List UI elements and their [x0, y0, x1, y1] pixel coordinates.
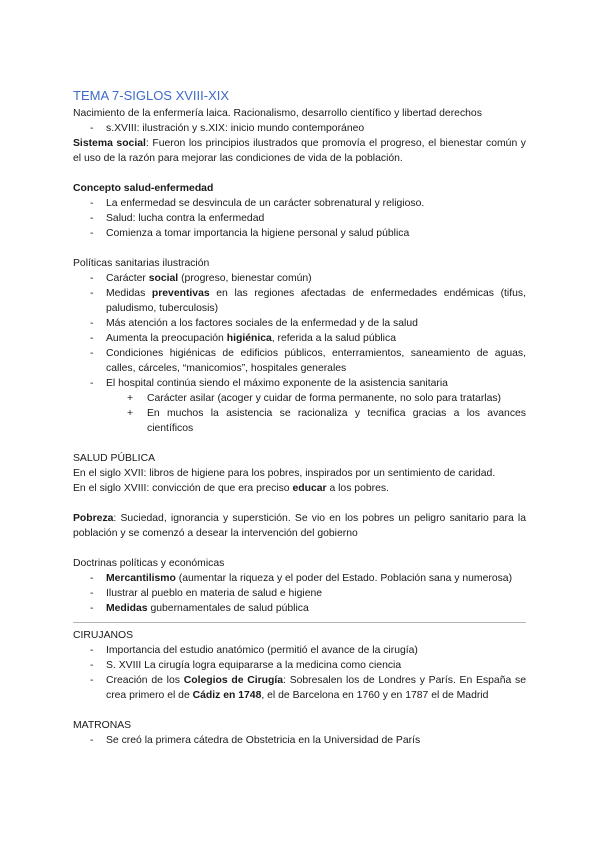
document-page: [73, 87, 526, 748]
list-item: - Se creó la primera cátedra de Obstetricia en la Universidad de París: [73, 733, 526, 748]
hospital-sublist: [73, 391, 526, 436]
salud-publica-line: En el siglo XVII: libros de higiene para los pobres, inspirados por un sentimiento de caridad.: [73, 468, 496, 479]
bold-text: preventivas: [151, 288, 210, 299]
politicas-list: [73, 271, 526, 436]
intro-line: Nacimiento de la enfermería laica. Racionalismo, desarrollo científico y libertad derechos: [73, 108, 482, 119]
politicas-heading: Políticas sanitarias ilustración: [73, 258, 210, 269]
doctrinas-list: [73, 571, 526, 616]
list-item: [73, 271, 526, 286]
concepto-heading-text: Concepto salud-enfermedad: [73, 183, 214, 194]
sistema-social-label: Sistema social: [73, 138, 146, 149]
matronas-list: [73, 733, 526, 748]
list-item: - Salud: lucha contra la enfermedad: [73, 211, 526, 226]
bold-text: Colegios de Cirugía: [183, 675, 284, 686]
list-item: - S. XVIII La cirugía logra equipararse a la medicina como ciencia: [73, 658, 526, 673]
sub-list-item: + En muchos la asistencia se racionaliza y tecnifica gracias a los avances científicos: [73, 406, 526, 436]
concepto-list: [73, 196, 526, 241]
list-item: [73, 331, 526, 346]
bold-text: Medidas: [106, 603, 148, 614]
bold-text: Cádiz en 1748: [192, 690, 262, 701]
list-item: - Ilustrar al pueblo en materia de salud e higiene: [73, 586, 526, 601]
intro-list: [73, 121, 526, 136]
list-item: - Importancia del estudio anatómico (permitió el avance de la cirugía): [73, 643, 526, 658]
list-item: [73, 571, 526, 586]
text: Creación de los: [106, 675, 184, 686]
sub-list-item: + Carácter asilar (acoger y cuidar de forma permanente, no solo para tratarlas): [73, 391, 526, 406]
text: Carácter: [106, 273, 149, 284]
bold-text: Mercantilismo: [106, 573, 176, 584]
bold-text: higiénica: [226, 333, 272, 344]
text: (progreso, bienestar común): [178, 273, 312, 284]
list-item: - Más atención a los factores sociales de la enfermedad y de la salud: [73, 316, 526, 331]
list-item: - Comienza a tomar importancia la higiene personal y salud pública: [73, 226, 526, 241]
list-item: [73, 286, 526, 316]
text: : Sobresalen los de Londres y París. En España se crea primero el de: [106, 675, 526, 701]
pobreza-text: : Suciedad, ignorancia y superstición. Se vio en los pobres un peligro sanitario para la población y se comenzó a desear la intervención del gobierno: [73, 513, 526, 539]
doctrinas-heading: Doctrinas políticas y económicas: [73, 558, 225, 569]
list-item: - La enfermedad se desvincula de un carácter sobrenatural y religioso.: [73, 196, 526, 211]
pobreza-paragraph: [73, 511, 526, 541]
list-item: [73, 673, 526, 703]
text: en las regiones afectadas de enfermedades endémicas (tifus, paludismo, tuberculosis): [106, 288, 526, 314]
text: , referida a la salud pública: [271, 333, 396, 344]
section-divider: [73, 622, 526, 623]
text: El hospital continúa siendo el máximo exponente de la asistencia sanitaria: [106, 378, 448, 389]
list-item: - Condiciones higiénicas de edificios públicos, enterramientos, saneamiento de aguas, calles, cárceles, “manicomios”, hospitales generales: [73, 346, 526, 376]
text: , el de Barcelona en 1760 y en 1787 el de Madrid: [261, 690, 489, 701]
text: (aumentar la riqueza y el poder del Estado. Población sana y numerosa): [175, 573, 513, 584]
text: En el siglo XVIII: convicción de que era preciso: [73, 483, 293, 494]
salud-publica-heading: SALUD PÚBLICA: [73, 453, 155, 464]
matronas-heading: MATRONAS: [73, 720, 132, 731]
cirujanos-heading: CIRUJANOS: [73, 630, 134, 641]
bold-text: social: [148, 273, 179, 284]
page-title: TEMA 7-SIGLOS XVIII-XIX: [73, 88, 230, 103]
cirujanos-list: [73, 643, 526, 703]
text: Aumenta la preocupación: [106, 333, 227, 344]
text: a los pobres.: [326, 483, 389, 494]
bold-text: educar: [292, 483, 327, 494]
salud-publica-line: [73, 481, 526, 496]
list-item: [73, 376, 526, 436]
text: gubernamentales de salud pública: [147, 603, 309, 614]
pobreza-label: Pobreza: [73, 513, 114, 524]
list-item: - s.XVIII: ilustración y s.XIX: inicio mundo contemporáneo: [73, 121, 526, 136]
concepto-heading: [73, 181, 526, 196]
text: Medidas: [106, 288, 152, 299]
sistema-social-text: : Fueron los principios ilustrados que promovía el progreso, el bienestar común y el uso de la razón para mejorar las condiciones de vida de la población.: [73, 138, 526, 164]
list-item: [73, 601, 526, 616]
sistema-social-paragraph: [73, 136, 526, 166]
